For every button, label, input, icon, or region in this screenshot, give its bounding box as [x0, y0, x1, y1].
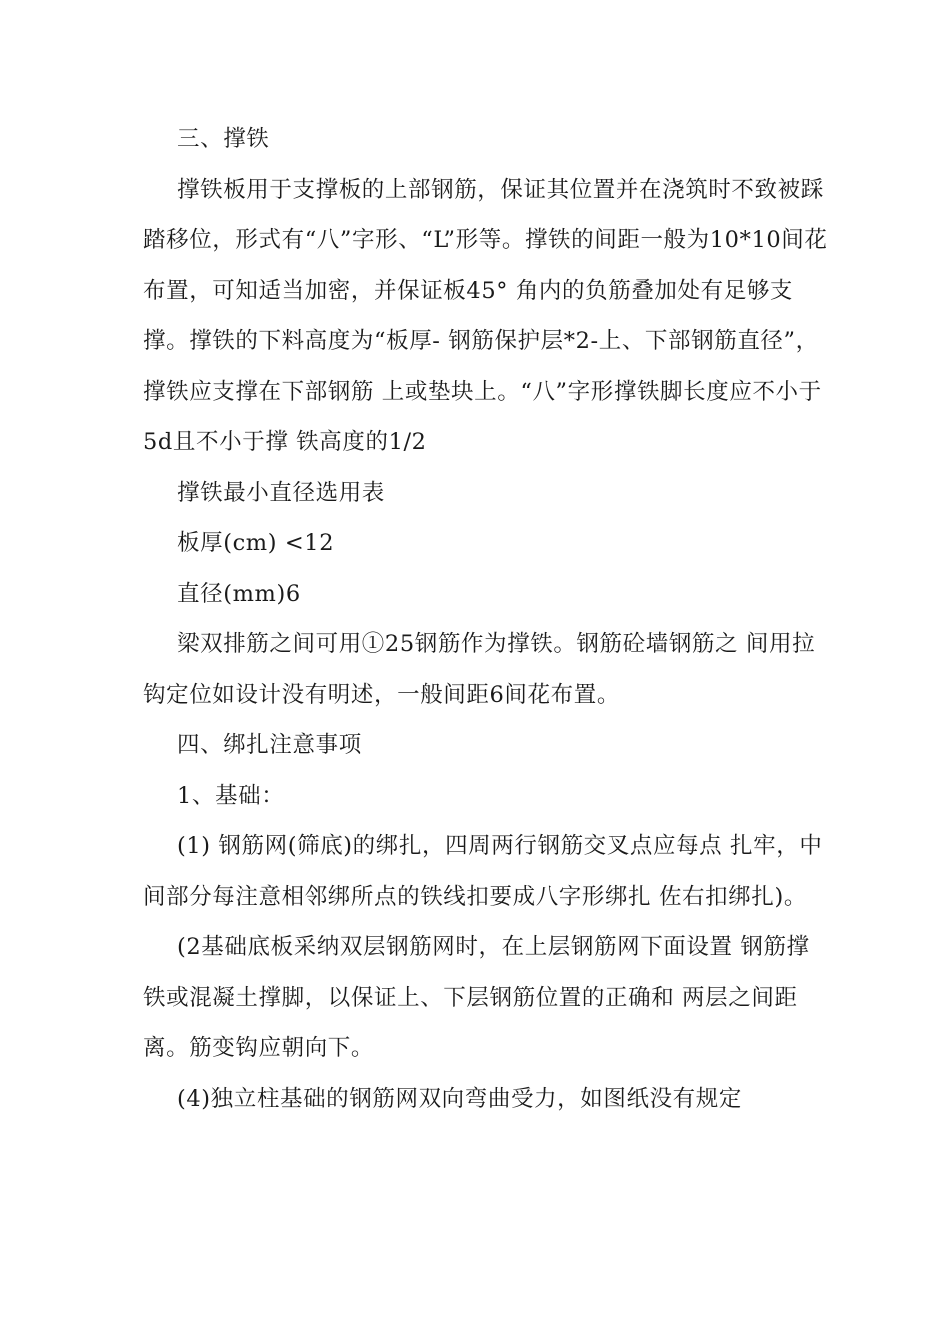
section-heading-binding: 四、绑扎注意事项 — [177, 732, 362, 758]
paragraph-item-1: (1) 钢筋网(筛底)的绑扎，四周两行钢筋交叉点应每点 扎牢，中间部分每注意相邻绑所点的铁线扣要成八字形绑扎 佐右扣绑扎)。 — [143, 833, 823, 910]
subsection-heading-foundation: 1、基础： — [177, 782, 285, 809]
table-row-diameter: 直径(mm)6 — [177, 580, 301, 607]
paragraph-beam-bars: 梁双排筋之间可用①25钢筋作为撑铁。钢筋砼墙钢筋之 间用拉钩定位如设计没有明述，一般间距6间花布置。 — [143, 631, 816, 708]
document-body — [143, 114, 828, 1124]
table-title: 撑铁最小直径选用表 — [177, 479, 385, 506]
paragraph-item-4: (4)独立柱基础的钢筋网双向弯曲受力，如图纸没有规定 — [177, 1085, 742, 1112]
table-row-thickness: 板厚(cm) <12 — [177, 530, 335, 556]
paragraph-brace-description: 撑铁板用于支撑板的上部钢筋，保证其位置并在浇筑时不致被踩踏移位，形式有“八”字形、“L”形等。撑铁的间距一般为10*10间花布置，可知适当加密，并保证板45° 角内的负筋叠加处有足够支撑。撑铁的下料高度为“板厚- 钢筋保护层*2-上、下部钢筋直径”，撑铁应支撑在下部钢筋 上或垫块上。“八”字形撑铁脚长度应不小于5d且不小于撑 铁高度的1/2 — [143, 176, 828, 455]
section-heading-brace: 三、撑铁 — [177, 126, 270, 152]
paragraph-item-2: (2基础底板采纳双层钢筋网时，在上层钢筋网下面设置 钢筋撑铁或混凝土撑脚，以保证上、下层钢筋位置的正确和 两层之间距离。筋变钩应朝向下。 — [143, 934, 810, 1061]
